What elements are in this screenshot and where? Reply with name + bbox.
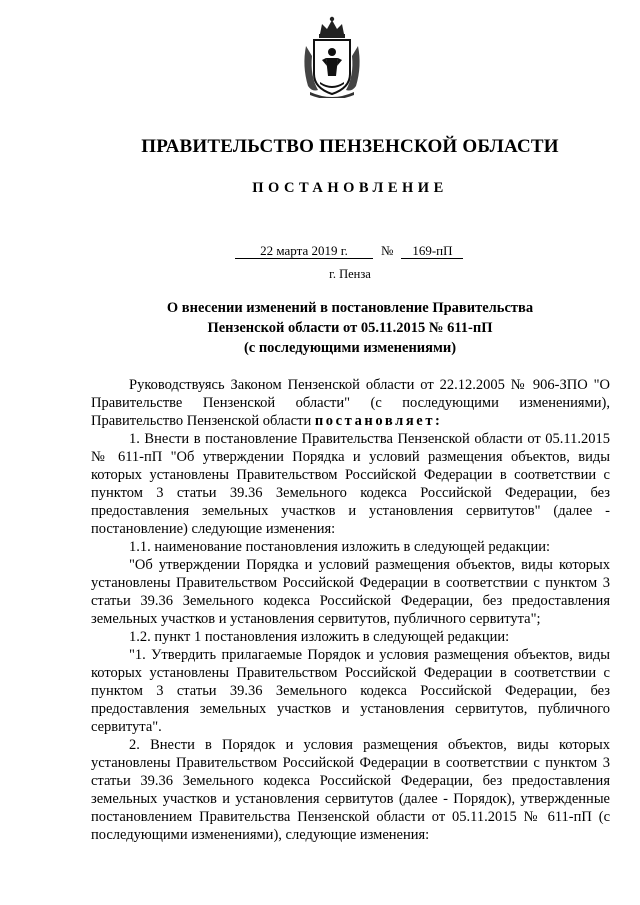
document-number: 169-пП bbox=[401, 243, 463, 259]
number-label: № bbox=[381, 243, 394, 258]
resolution-keyword: постановляет: bbox=[314, 413, 443, 429]
paragraph bbox=[91, 376, 610, 430]
document-body bbox=[91, 376, 610, 844]
date-number-line bbox=[235, 243, 463, 259]
place-of-issue: г. Пенза bbox=[329, 267, 371, 281]
document-date: 22 марта 2019 г. bbox=[235, 243, 373, 259]
paragraph: 2. Внести в Порядок и условия размещения объектов, виды которых установлены Правительством Российской Федерации в соответствии с пунктом 3 статьи 39.36 Земельного кодекса Российской Федерации, без предоставления земельных участков и установления сервитутов (далее - Порядок), утвержденные постановлением Правительства Пензенской области от 05.11.2015 № 611-пП (с последующими изменениями), следующие изменения: bbox=[91, 737, 610, 843]
coat-of-arms-icon bbox=[300, 16, 364, 98]
paragraph: 1.1. наименование постановления изложить в следующей редакции: bbox=[129, 539, 550, 555]
paragraph: "1. Утвердить прилагаемые Порядок и условия размещения объектов, виды которых установлены Правительством Российской Федерации в соответствии с пунктом 3 статьи 39.36 Земельного кодекса Российской Федерации, без предоставления земельных участков и установления сервитутов, публичного сервитута". bbox=[91, 647, 610, 735]
paragraph: "Об утверждении Порядка и условий размещения объектов, виды которых установлены Правительством Российской Федерации в соответствии с пунктом 3 статьи 39.36 Земельного кодекса Российской Федерации, без предоставления земельных участков и установления сервитутов, публичного сервитута"; bbox=[91, 557, 610, 627]
paragraph: 1.2. пункт 1 постановления изложить в следующей редакции: bbox=[129, 629, 510, 645]
title-line: (с последующими изменениями) bbox=[243, 340, 457, 356]
organization-heading: ПРАВИТЕЛЬСТВО ПЕНЗЕНСКОЙ ОБЛАСТИ bbox=[141, 136, 559, 157]
document-type: ПОСТАНОВЛЕНИЕ bbox=[252, 180, 448, 196]
title-line: О внесении изменений в постановление Правительства bbox=[166, 300, 534, 316]
title-line: Пензенской области от 05.11.2015 № 611-пП bbox=[207, 320, 493, 336]
document-title bbox=[80, 298, 620, 358]
paragraph: 1. Внести в постановление Правительства Пензенской области от 05.11.2015 № 611-пП "Об утверждении Порядка и условий размещения объектов, виды которых установлены Правительством Российской Федерации в соответствии с пунктом 3 статьи 39.36 Земельного кодекса Российской Федерации, без предоставления земельных участков и установления сервитутов" (далее - постановление) следующие изменения: bbox=[91, 431, 610, 537]
paragraph-text: Руководствуясь Законом Пензенской области от 22.12.2005 № 906-ЗПО "О Правительстве Пензенской области" (с последующими изменениями), Правительство Пензенской области bbox=[91, 377, 610, 429]
